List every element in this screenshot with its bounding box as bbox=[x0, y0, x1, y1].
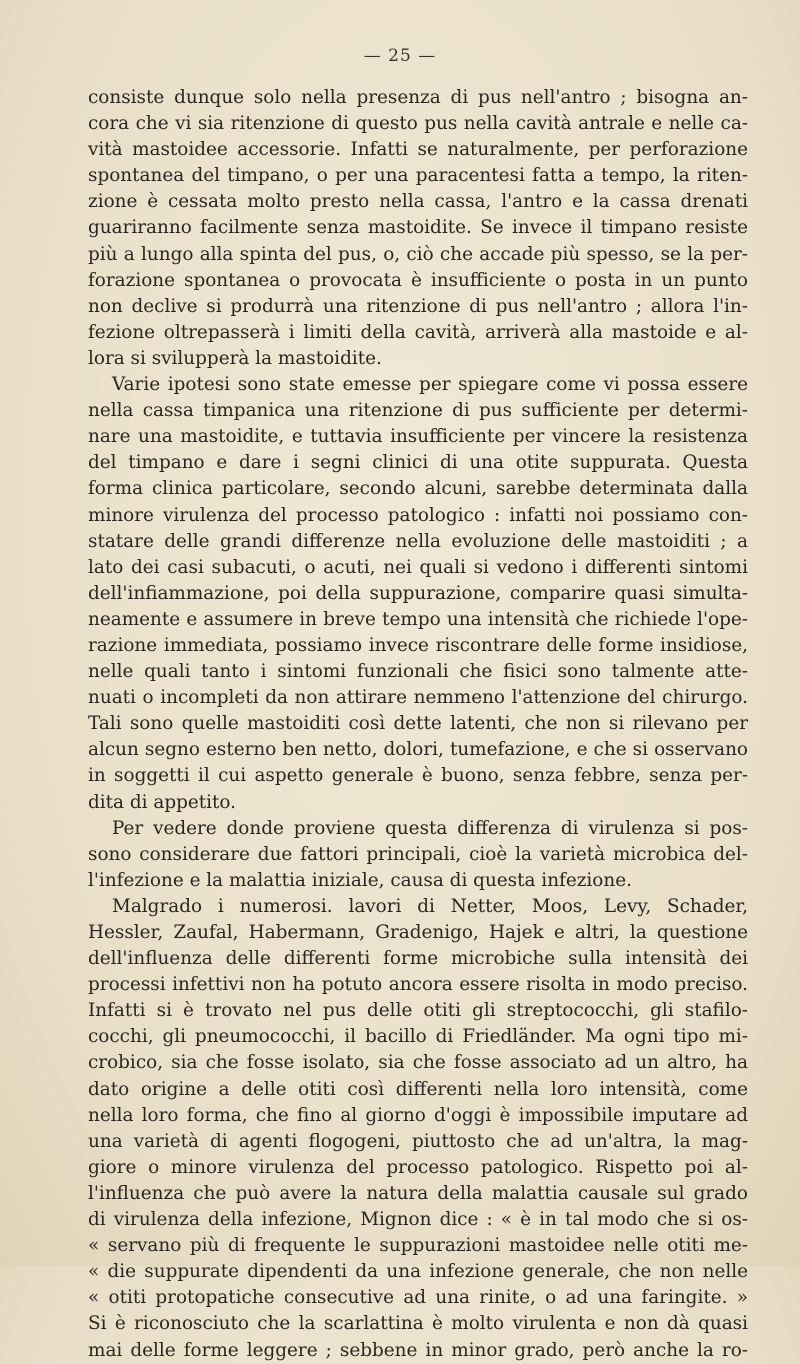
text-line: mai delle forme leggere ; sebbene in minor grado, però anche la ro- bbox=[88, 1339, 748, 1361]
text-line: cocchi, gli pneumococchi, il bacillo di Friedländer. Ma ogni tipo mi- bbox=[88, 1026, 748, 1048]
text-line: nare una mastoidite, e tuttavia insufficiente per vincere la resistenza bbox=[88, 426, 748, 448]
text-line: consiste dunque solo nella presenza di pus nell'antro ; bisogna an- bbox=[88, 87, 748, 108]
text-line: Tali sono quelle mastoiditi così dette latenti, che non si rilevano per bbox=[88, 713, 748, 735]
text-line: razione immediata, possiamo invece riscontrare delle forme insidiose, bbox=[88, 634, 748, 656]
text-line: nelle quali tanto i sintomi funzionali che fisici sono talmente atte- bbox=[88, 661, 748, 683]
text-line: una varietà di agenti flogogeni, piuttosto che ad un'altra, la mag- bbox=[88, 1130, 748, 1152]
text-line: l'infezione e la malattia iniziale, causa di questa infezione. bbox=[88, 869, 632, 891]
body-text bbox=[88, 85, 748, 1364]
text-line: nuati o incompleti da non attirare nemmeno l'attenzione del chirurgo. bbox=[88, 687, 748, 709]
text-line: crobico, sia che fosse isolato, sia che fosse associato ad un altro, ha bbox=[88, 1052, 748, 1074]
text-line: non declive si produrrà una ritenzione di pus nell'antro ; allora l'in- bbox=[88, 295, 748, 317]
text-line: Infatti si è trovato nel pus delle otiti gli streptococchi, gli stafilo- bbox=[88, 1000, 748, 1022]
text-line: lato dei casi subacuti, o acuti, nei quali si vedono i differenti sintomi bbox=[88, 556, 748, 578]
text-line: « die suppurate dipendenti da una infezione generale, che non nelle bbox=[88, 1261, 748, 1283]
text-line: di virulenza della infezione, Mignon dice : « è in tal modo che si os- bbox=[88, 1209, 748, 1231]
text-line: giore o minore virulenza del processo patologico. Rispetto poi al- bbox=[88, 1156, 748, 1178]
text-line: forma clinica particolare, secondo alcuni, sarebbe determinata dalla bbox=[88, 478, 748, 500]
text-line: Malgrado i numerosi. lavori di Netter, Moos, Levy, Schader, bbox=[112, 895, 748, 917]
text-line: del timpano e dare i segni clinici di una otite suppurata. Questa bbox=[88, 452, 748, 474]
text-line: processi infettivi non ha potuto ancora essere risolta in modo preciso. bbox=[88, 974, 748, 996]
text-line: dell'infiammazione, poi della suppurazione, comparire quasi simulta- bbox=[88, 582, 748, 604]
text-line: dita di appetito. bbox=[88, 791, 237, 813]
text-line: dato origine a delle otiti così differenti nella loro intensità, come bbox=[88, 1078, 748, 1100]
text-line: in soggetti il cui aspetto generale è buono, senza febbre, senza per- bbox=[88, 765, 748, 787]
text-line: vità mastoidee accessorie. Infatti se naturalmente, per perforazione bbox=[88, 139, 748, 161]
page-number: — 25 — bbox=[363, 46, 437, 66]
text-line: « servano più di frequente le suppurazioni mastoidee nelle otiti me- bbox=[88, 1235, 748, 1257]
text-line: Per vedere donde proviene questa differenza di virulenza si pos- bbox=[112, 817, 748, 839]
text-line: più a lungo alla spinta del pus, o, ciò che accade più spesso, se la per- bbox=[88, 243, 748, 265]
text-line: nella loro forma, che fino al giorno d'oggi è impossibile imputare ad bbox=[88, 1104, 748, 1126]
text-line: spontanea del timpano, o per una paracentesi fatta a tempo, la riten- bbox=[88, 165, 748, 187]
text-line: dell'influenza delle differenti forme microbiche sulla intensità dei bbox=[88, 948, 748, 970]
text-line: Si è riconosciuto che la scarlattina è molto virulenta e non dà quasi bbox=[88, 1313, 748, 1335]
text-line: minore virulenza del processo patologico : infatti noi possiamo con- bbox=[88, 504, 748, 526]
text-line: Hessler, Zaufal, Habermann, Gradenigo, Hajek e altri, la questione bbox=[88, 922, 748, 943]
text-line: lora si svilupperà la mastoidite. bbox=[88, 347, 382, 369]
text-line: zione è cessata molto presto nella cassa, l'antro e la cassa drenati bbox=[88, 191, 748, 213]
text-line: Varie ipotesi sono state emesse per spiegare come vi possa essere bbox=[112, 374, 748, 396]
text-line: forazione spontanea o provocata è insufficiente o posta in un punto bbox=[88, 269, 748, 291]
text-line: alcun segno esterno ben netto, dolori, tumefazione, e che si osservano bbox=[88, 739, 748, 761]
text-line: guariranno facilmente senza mastoidite. Se invece il timpano resiste bbox=[88, 217, 748, 239]
text-line: statare delle grandi differenze nella evoluzione delle mastoiditi ; a bbox=[88, 530, 748, 552]
text-line: sono considerare due fattori principali, cioè la varietà microbica del- bbox=[88, 843, 748, 865]
text-line: fezione oltrepasserà i limiti della cavità, arriverà alla mastoide e al- bbox=[88, 321, 748, 343]
text-line: nella cassa timpanica una ritenzione di pus sufficiente per determi- bbox=[88, 400, 748, 422]
text-line: l'influenza che può avere la natura della malattia causale sul grado bbox=[88, 1182, 748, 1204]
text-line: cora che vi sia ritenzione di questo pus nella cavità antrale e nelle ca- bbox=[88, 113, 748, 135]
text-line: neamente e assumere in breve tempo una intensità che richiede l'ope- bbox=[88, 608, 748, 630]
text-line: « otiti protopatiche consecutive ad una rinite, o ad una faringite. » bbox=[88, 1287, 748, 1309]
